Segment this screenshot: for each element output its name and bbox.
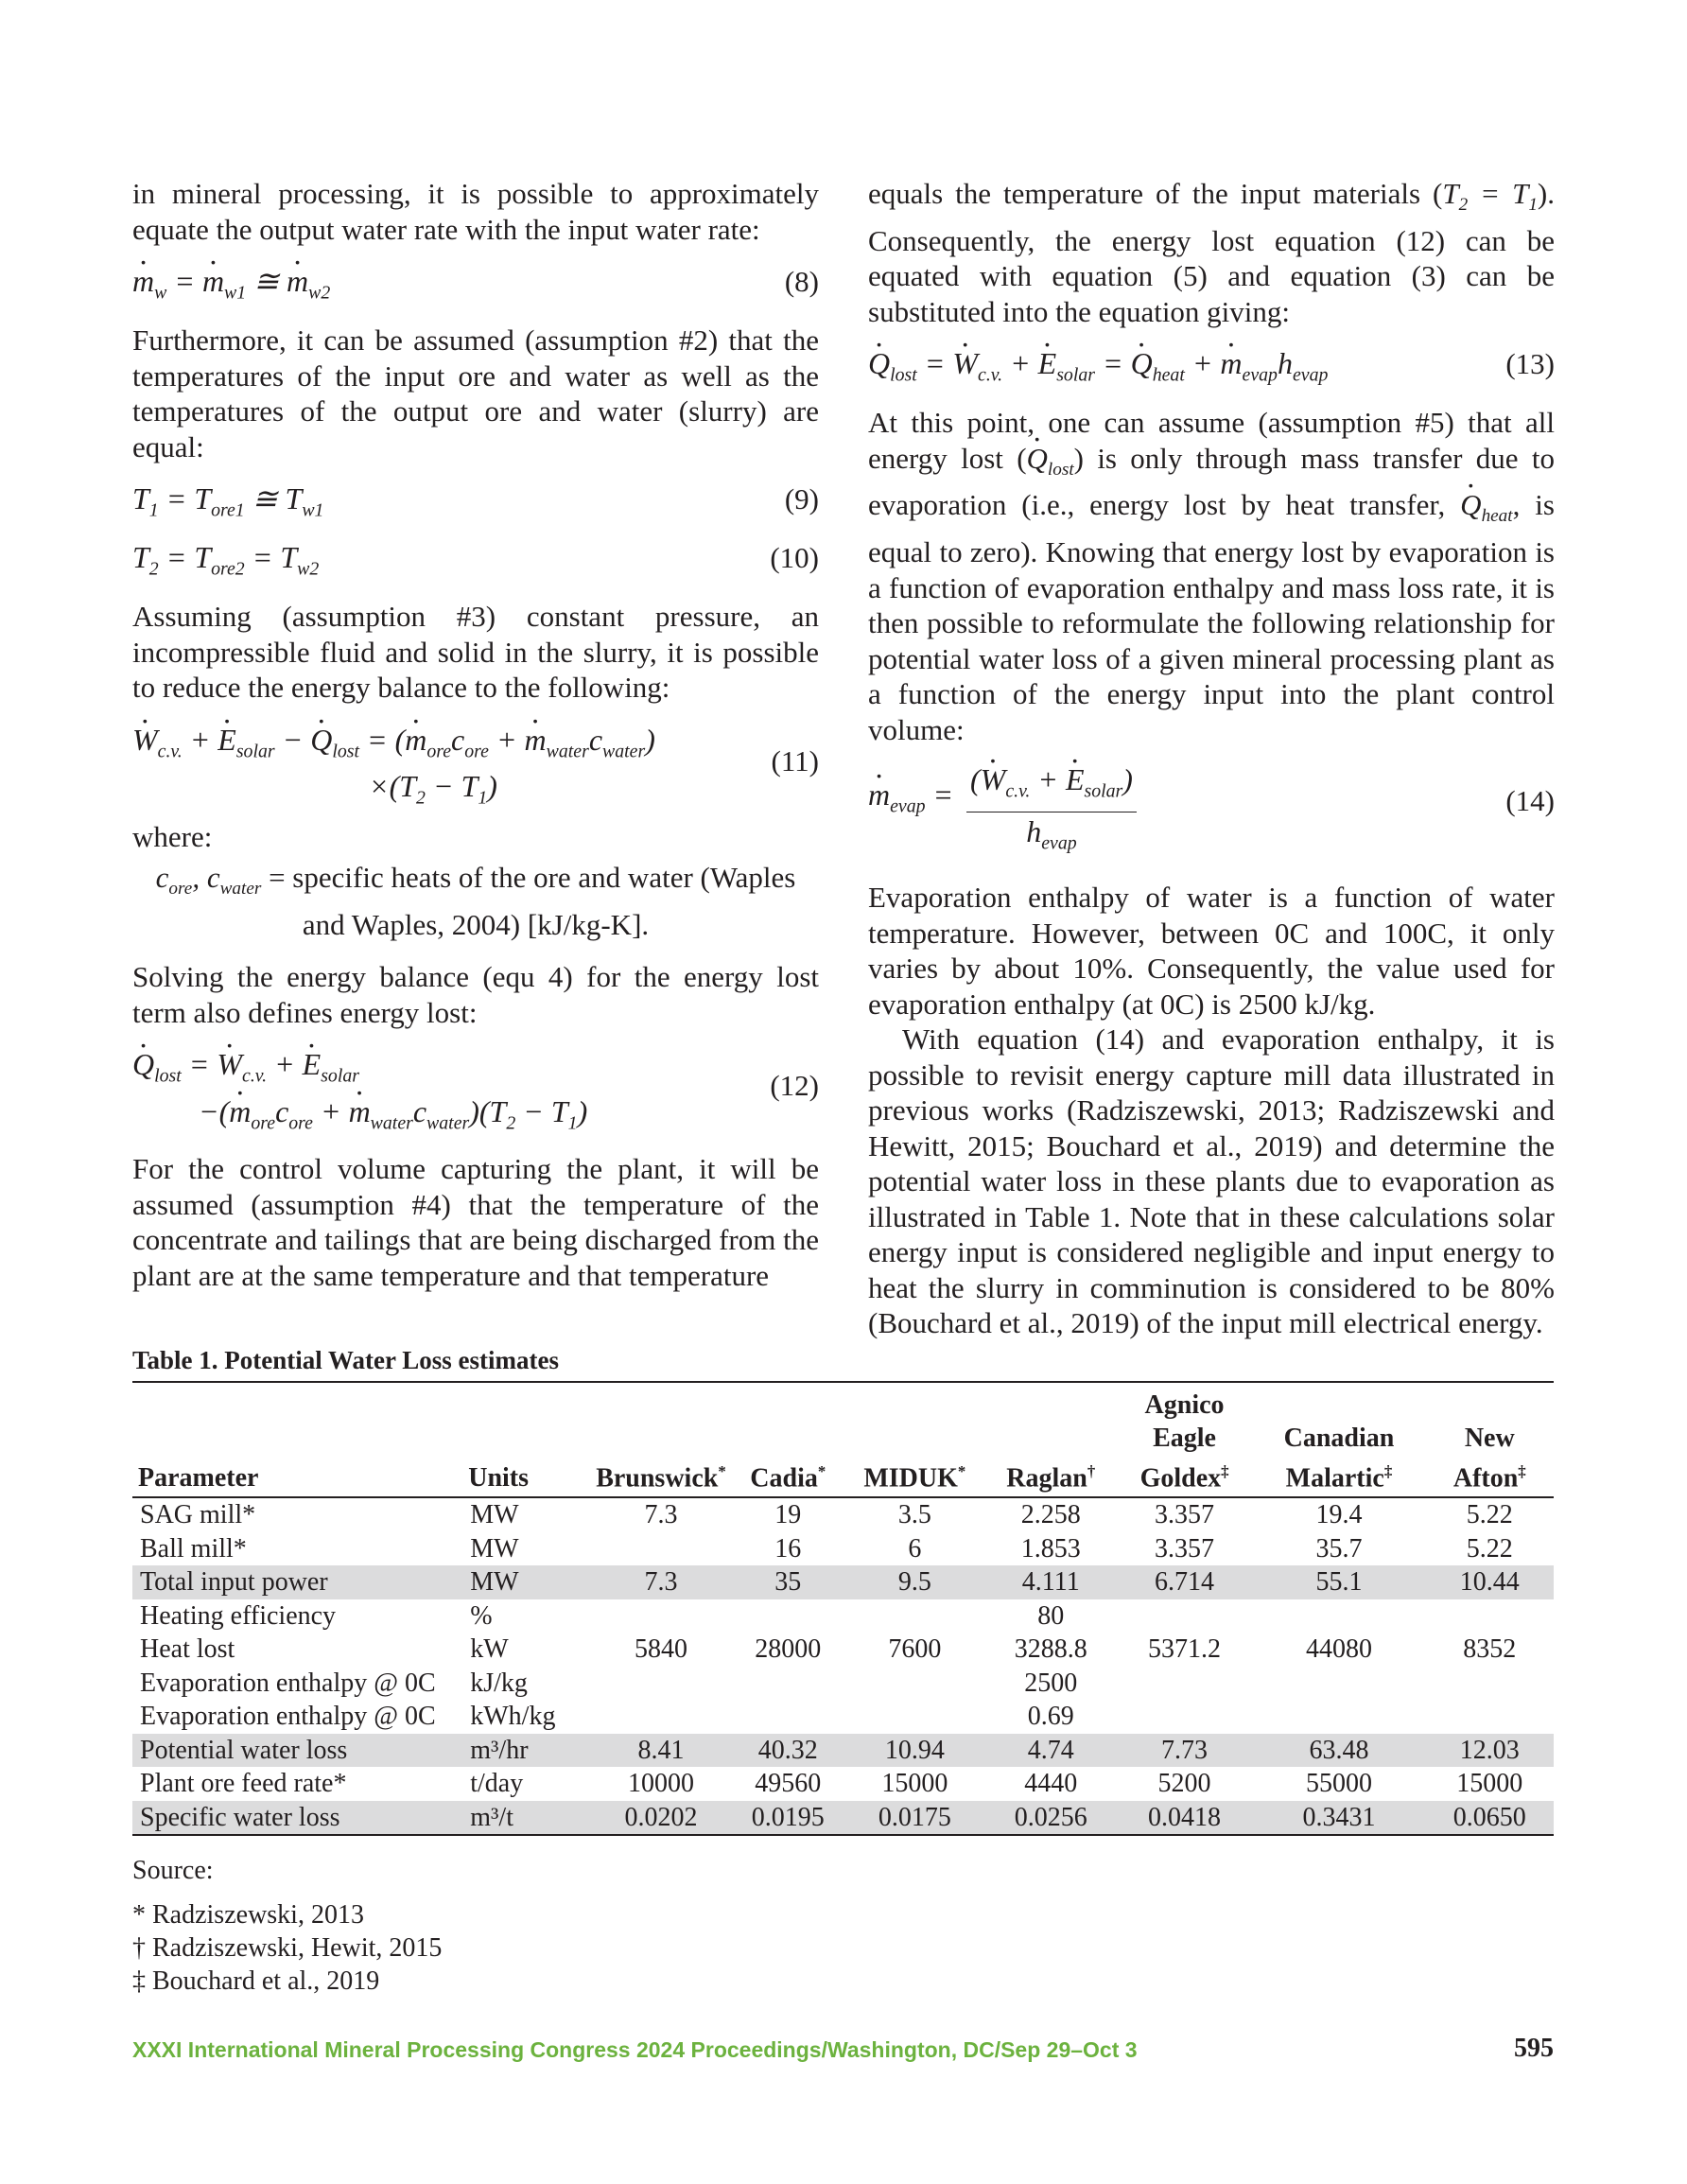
source-note: * Radziszewski, 2013 <box>132 1900 364 1930</box>
table-cell: Heating efficiency <box>140 1600 337 1631</box>
column-header: Cadia* <box>750 1462 826 1494</box>
where-definition: $c_{ore}$, $c_{water}$ = specific heats of the ore and water (Waples and Waples, 2004) [kJ/kg-K]. <box>155 861 796 941</box>
paragraph: Furthermore, it can be assumed (assumption #2) that the temperatures of the input ore and water as well as the temperatures of the output ore and water (slurry) are equal: <box>132 323 819 463</box>
paragraph: in mineral processing, it is possible to approximately equate the output water rate with the input water rate: <box>132 177 819 246</box>
table-cell: 5.22 <box>1466 1533 1513 1564</box>
table-cell: 10.94 <box>844 1734 985 1768</box>
table-cell: 3.357 <box>1155 1500 1215 1530</box>
table-cell <box>1426 1667 1554 1701</box>
equation-number: (8) <box>784 265 819 298</box>
table-cell: MW <box>462 1565 590 1599</box>
table-cell <box>732 1667 844 1701</box>
table-cell: 10000 <box>627 1769 694 1799</box>
table-row <box>132 1497 1554 1532</box>
table-cell <box>732 1700 844 1734</box>
table-cell <box>1252 1599 1425 1634</box>
table-cell <box>1426 1599 1554 1634</box>
table-cell: 8.41 <box>590 1734 732 1768</box>
table-cell: 3288.8 <box>1014 1634 1087 1665</box>
table-row <box>132 1667 1554 1701</box>
column-header: New Afton‡ <box>1452 1424 1526 1494</box>
table-cell: MW <box>470 1500 519 1530</box>
table-cell: 0.0175 <box>844 1801 985 1836</box>
table-row <box>132 1565 1554 1599</box>
table-header-row <box>132 1382 1554 1497</box>
table-cell: 19 <box>774 1500 802 1530</box>
equation-number: (10) <box>770 541 819 574</box>
table-cell: m³/t <box>462 1801 590 1836</box>
source-note: † Radziszewski, Hewit, 2015 <box>132 1933 443 1963</box>
table-cell: 35 <box>732 1565 844 1599</box>
table-cell: 49560 <box>755 1769 822 1799</box>
table-row <box>132 1633 1554 1667</box>
table-cell: 15000 <box>881 1769 948 1799</box>
equation-9: $T_1 = T_{ore1}$ ≅ $T_{w1}$ (9) <box>132 481 819 521</box>
table-cell <box>1117 1599 1253 1634</box>
table-cell: 9.5 <box>844 1565 985 1599</box>
table-cell: Ball mill* <box>140 1533 247 1564</box>
paragraph: equals the temperature of the input materials $(T_2 = T_1)$. Consequently, the energy lost equation (12) can be equated with equation (5) and equation (3) can be substituted into the equation giving: <box>868 177 1555 328</box>
table-cell: % <box>470 1600 493 1631</box>
table-cell: 7.3 <box>590 1565 732 1599</box>
table-cell: 6.714 <box>1117 1565 1253 1599</box>
column-header: Units <box>468 1463 530 1494</box>
table-cell: m³/hr <box>462 1734 590 1768</box>
table-cell: 5.22 <box>1466 1500 1513 1530</box>
column-header: Parameter <box>138 1463 259 1494</box>
table-cell <box>1252 1667 1425 1701</box>
table-cell: 2.258 <box>1020 1500 1081 1530</box>
table-cell: MW <box>470 1533 519 1564</box>
table-cell <box>1117 1667 1253 1701</box>
table-cell: 6 <box>908 1533 922 1564</box>
paragraph: Assuming (assumption #3) constant pressure, an incompressible fluid and solid in the slurry, it is possible to reduce the energy balance to the following: <box>132 600 819 704</box>
table-cell: kWh/kg <box>470 1702 556 1732</box>
table-cell: 80 <box>1037 1600 1065 1631</box>
table-cell: 0.69 <box>1027 1702 1074 1732</box>
table-cell: 3.357 <box>1155 1533 1215 1564</box>
table-row <box>132 1767 1554 1801</box>
table-source <box>132 1854 442 1998</box>
page-number: 595 <box>1514 2034 1554 2063</box>
column-header: Raglan† <box>1006 1462 1096 1494</box>
table-cell: 3.5 <box>897 1500 931 1530</box>
table-cell: 10.44 <box>1426 1565 1554 1599</box>
table-cell: 35.7 <box>1315 1533 1363 1564</box>
table-cell: 0.0195 <box>732 1801 844 1836</box>
source-label: Source: <box>132 1856 214 1885</box>
table-cell: kW <box>470 1634 509 1665</box>
table-cell <box>1117 1700 1253 1734</box>
water-loss-table <box>132 1381 1554 1836</box>
table-cell: 28000 <box>755 1634 822 1665</box>
left-column <box>132 176 819 1293</box>
table-cell: 0.0202 <box>590 1801 732 1836</box>
footer-conference: XXXI International Mineral Processing Congress 2024 Proceedings/Washington, DC/Sep 29–Oct 3 <box>132 2037 1138 2062</box>
paragraph: Solving the energy balance (equ 4) for the energy lost term also defines energy lost: <box>132 960 819 1029</box>
table-cell: 15000 <box>1456 1769 1523 1799</box>
table-cell: 0.0256 <box>985 1801 1117 1836</box>
table-row <box>132 1532 1554 1566</box>
table-cell <box>590 1599 732 1634</box>
table-cell <box>844 1667 985 1701</box>
equation-14: · $m_{evap}$ = (· $W_{c.v.}$ + · $E_{solar}$) $h_{evap}$ (14) <box>868 762 1555 847</box>
table-cell: Total input power <box>132 1565 462 1599</box>
table-cell: kJ/kg <box>470 1668 528 1698</box>
equation-11: · $W_{c.v.}$ + · $E_{solar}$ − · $Q_{lost}$ = (· $m_{ore}c_{ore}$ + · $m_{water}c_{water}$) $\times(T_2 - T_1)$ (11) <box>132 723 819 802</box>
table-cell <box>590 1532 732 1566</box>
paragraph: With equation (14) and evaporation enthalpy, it is possible to revisit energy capture mill data illustrated in previous works (Radziszewski, 2013; Radziszewski and Hewitt, 2015; Bouchard et al., 2019) and determine the potential water loss in these plants due to evaporation as illustrated in Table 1. Note that in these calculations solar energy input is considered negligible and input energy to heat the slurry in comminution is considered to be 80% (Bouchard et al., 2019) of the input mill electrical energy. <box>868 1022 1555 1340</box>
table-cell: 8352 <box>1463 1634 1517 1665</box>
table-cell: 4440 <box>1024 1769 1078 1799</box>
table-cell <box>590 1667 732 1701</box>
paragraph: For the control volume capturing the plant, it will be assumed (assumption #4) that the temperature of the concentrate and tailings that are being discharged from the plant are at the same temperature and that temperature <box>132 1152 819 1292</box>
equation-number: (9) <box>784 482 819 515</box>
equation-number: (13) <box>1505 347 1555 381</box>
equation-12: · $Q_{lost}$ = · $W_{c.v.}$ + · $E_{solar}$ −(· $m_{ore}c_{ore}$ + · $m_{water}c_{water})(T_2 - T_1)$ (12) <box>132 1047 819 1127</box>
column-header: Canadian Malartic‡ <box>1283 1424 1395 1494</box>
where-label: where: <box>132 819 213 853</box>
table-cell: 7600 <box>888 1634 942 1665</box>
equation-number: (14) <box>1505 784 1555 818</box>
table-cell <box>844 1599 985 1634</box>
table-cell: 55000 <box>1305 1769 1372 1799</box>
table-cell <box>844 1700 985 1734</box>
paragraph: Evaporation enthalpy of water is a function of water temperature. However, between 0C and 100C, it only varies by about 10%. Consequently, the value used for evaporation enthalpy (at 0C) is 2500 kJ/kg. <box>868 881 1555 1021</box>
column-header: Agnico Eagle Goldex‡ <box>1139 1390 1229 1494</box>
table-cell: Specific water loss <box>132 1801 462 1836</box>
source-note: ‡ Bouchard et al., 2019 <box>132 1966 380 1996</box>
table-cell: Evaporation enthalpy @ 0C <box>140 1668 436 1698</box>
table-cell: t/day <box>470 1769 524 1799</box>
table-cell: 12.03 <box>1426 1734 1554 1768</box>
paragraph: At this point, one can assume (assumption #5) that all energy lost (· $Q_{lost}$) is only through mass transfer due to evaporation (i.e., energy lost by heat transfer, · $Q_{heat}$, is equal to zero). Knowing that energy lost by evaporation is a function of evaporation enthalpy and mass loss rate, it is then possible to reformulate the following relationship for potential water loss of a given mineral processing plant as a function of the energy input into the plant control volume: <box>868 405 1555 747</box>
table-cell: SAG mill* <box>140 1500 256 1530</box>
table-cell: 55.1 <box>1252 1565 1425 1599</box>
table-cell: Heat lost <box>140 1634 235 1665</box>
table-row <box>132 1700 1554 1734</box>
table-row <box>132 1801 1554 1836</box>
table-cell <box>1426 1700 1554 1734</box>
equation-number: (12) <box>770 1069 819 1103</box>
table-cell: Potential water loss <box>132 1734 462 1768</box>
equation-number: (11) <box>771 743 819 778</box>
equation-13: · $Q_{lost}$ = · $W_{c.v.}$ + · $E_{solar}$ = · $Q_{heat}$ + · $m_{evap}h_{evap}$ (13) <box>868 346 1555 388</box>
table-cell: 5200 <box>1157 1769 1211 1799</box>
table-cell: 5840 <box>634 1634 687 1665</box>
table-cell <box>732 1599 844 1634</box>
table-cell: Plant ore feed rate* <box>140 1769 347 1799</box>
table-cell: 5371.2 <box>1148 1634 1222 1665</box>
table-row <box>132 1734 1554 1768</box>
table-cell: 2500 <box>1024 1668 1078 1698</box>
table-cell: 7.3 <box>644 1500 678 1530</box>
table-cell <box>1252 1700 1425 1734</box>
table-cell: 0.0418 <box>1117 1801 1253 1836</box>
table-cell: 4.74 <box>985 1734 1117 1768</box>
table-cell: 0.0650 <box>1426 1801 1554 1836</box>
table-cell: 4.111 <box>985 1565 1117 1599</box>
table-cell: 40.32 <box>732 1734 844 1768</box>
table-cell: 19.4 <box>1315 1500 1363 1530</box>
table-cell: 1.853 <box>1020 1533 1081 1564</box>
table-cell: 16 <box>774 1533 802 1564</box>
table-cell: Evaporation enthalpy @ 0C <box>140 1702 436 1732</box>
equation-10: $T_2 = T_{ore2} = T_{w2}$ (10) <box>132 540 819 580</box>
table-cell: 7.73 <box>1117 1734 1253 1768</box>
table-cell <box>590 1700 732 1734</box>
table-caption: Table 1. Potential Water Loss estimates <box>132 1346 559 1374</box>
table-cell: 63.48 <box>1252 1734 1425 1768</box>
table-cell: 0.3431 <box>1252 1801 1425 1836</box>
column-header: MIDUK* <box>863 1462 966 1494</box>
right-column <box>868 176 1555 1341</box>
table-cell: 44080 <box>1305 1634 1372 1665</box>
column-header: Brunswick* <box>596 1462 726 1494</box>
table-row <box>132 1599 1554 1634</box>
equation-8: · $m_w$ = · $m_{w1}$ ≅ · $m_{w2}$ (8) <box>132 264 819 306</box>
